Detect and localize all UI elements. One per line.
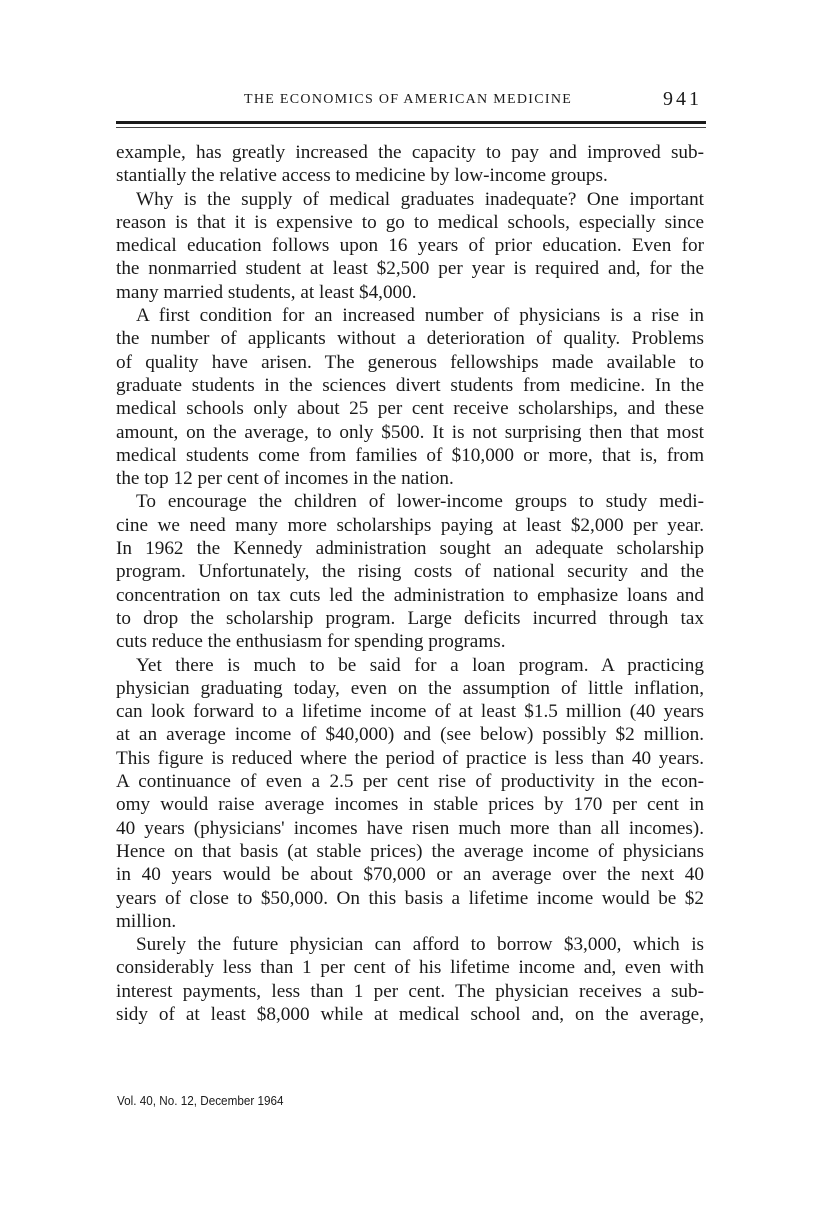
text-line: cuts reduce the enthusiasm for spending programs.	[116, 631, 506, 653]
text-line: to drop the scholarship program. Large deficits incurred through tax	[116, 607, 704, 629]
page-number: 941	[663, 88, 702, 110]
text-line: stantially the relative access to medicine by low-income groups.	[116, 165, 608, 187]
text-line: Hence on that basis (at stable prices) the average income of physicians	[116, 840, 704, 862]
running-header	[116, 90, 704, 120]
paragraph	[116, 933, 704, 1026]
text-line: of quality have arisen. The generous fellowships made available to	[116, 351, 704, 373]
header-rule-thin	[116, 127, 706, 128]
text-line: reason is that it is expensive to go to medical schools, especially since	[116, 211, 704, 233]
text-line: million.	[116, 910, 177, 932]
text-line: example, has greatly increased the capacity to pay and improved sub-	[116, 142, 704, 163]
text-line: in 40 years would be about $70,000 or an average over the next 40	[116, 864, 704, 886]
text-line: medical students come from families of $10,000 or more, that is, from	[116, 444, 704, 466]
body-text	[116, 141, 704, 1026]
text-line: medical schools only about 25 per cent receive scholarships, and these	[116, 398, 704, 420]
text-line: program. Unfortunately, the rising costs of national security and the	[116, 561, 704, 583]
paragraph	[116, 141, 704, 188]
text-line: many married students, at least $4,000.	[116, 281, 417, 303]
text-line: can look forward to a lifetime income of at least $1.5 million (40 years	[116, 701, 704, 723]
text-line: Yet there is much to be said for a loan program. A practicing	[136, 654, 704, 676]
text-line: A continuance of even a 2.5 per cent rise of productivity in the econ-	[116, 771, 704, 793]
text-line: To encourage the children of lower-income groups to study medi-	[136, 491, 704, 513]
text-line: A first condition for an increased number of physicians is a rise in	[136, 305, 704, 327]
text-line: This figure is reduced where the period of practice is less than 40 years.	[116, 747, 704, 769]
text-line: In 1962 the Kennedy administration sought an adequate scholarship	[116, 538, 704, 560]
text-line: the nonmarried student at least $2,500 per year is required and, for the	[116, 258, 704, 280]
text-line: considerably less than 1 per cent of his lifetime income and, even with	[116, 957, 704, 979]
text-line: at an average income of $40,000) and (see below) possibly $2 million.	[116, 724, 704, 746]
text-line: concentration on tax cuts led the administration to emphasize loans and	[116, 584, 704, 606]
text-line: amount, on the average, to only $500. It is not surprising then that most	[116, 421, 704, 443]
text-line: omy would raise average incomes in stable prices by 170 per cent in	[116, 794, 704, 816]
text-line: Why is the supply of medical graduates inadequate? One important	[136, 188, 704, 210]
text-line: interest payments, less than 1 per cent. The physician receives a sub-	[116, 980, 704, 1002]
paragraph	[116, 654, 704, 934]
text-line: cine we need many more scholarships paying at least $2,000 per year.	[116, 514, 704, 536]
text-line: Surely the future physician can afford to borrow $3,000, which is	[136, 934, 704, 956]
footer-citation: Vol. 40, No. 12, December 1964	[117, 1093, 284, 1108]
paragraph	[116, 188, 704, 304]
text-line: sidy of at least $8,000 while at medical school and, on the average,	[116, 1003, 704, 1025]
text-line: the top 12 per cent of incomes in the nation.	[116, 468, 454, 490]
running-title: THE ECONOMICS OF AMERICAN MEDICINE	[244, 92, 573, 107]
text-line: medical education follows upon 16 years of prior education. Even for	[116, 235, 704, 257]
text-line: the number of applicants without a deterioration of quality. Problems	[116, 328, 704, 350]
text-line: physician graduating today, even on the assumption of little inflation,	[116, 677, 704, 699]
text-line: years of close to $50,000. On this basis a lifetime income would be $2	[116, 887, 704, 909]
paragraph	[116, 490, 704, 653]
paragraph	[116, 304, 704, 490]
text-line: graduate students in the sciences divert students from medicine. In the	[116, 374, 704, 396]
header-rule-thick	[116, 121, 706, 124]
text-line: 40 years (physicians' incomes have risen much more than all incomes).	[116, 817, 704, 839]
